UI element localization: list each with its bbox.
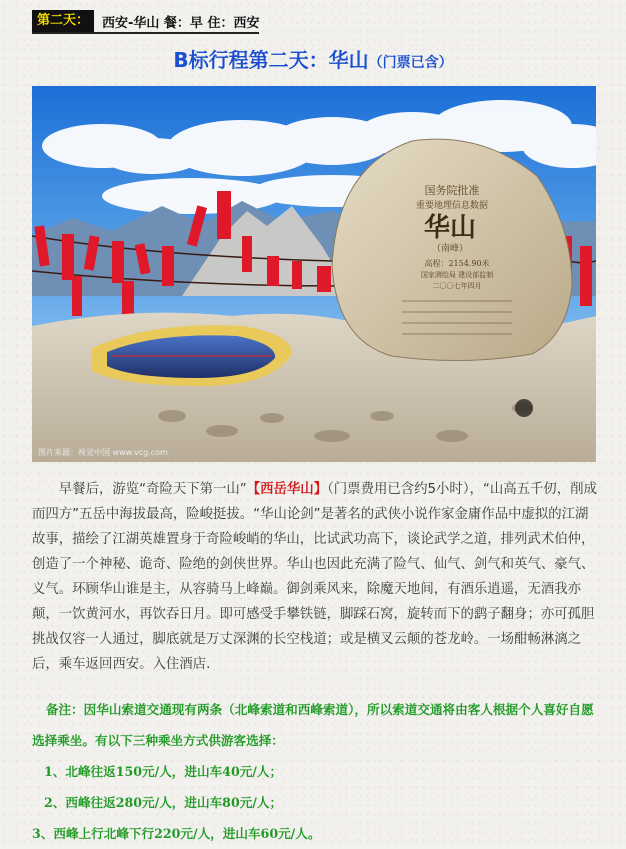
day-description [32,477,598,677]
desc-highlight: 【西岳华山】 [246,482,328,497]
stone-name: 华山 [423,213,477,243]
stone-approve: 国家测绘局 建设部监制 [420,271,494,279]
notes-option-3: 3、西峰上行北峰下行220元/人，进山车60元/人。 [32,826,321,841]
day-info: 西安-华山 餐：早 住：西安 [102,15,260,31]
stone-line2: 重要地理信息数据 [415,201,489,211]
title-main: B标行程第二天：华山 [173,48,369,72]
stone-year: 二〇〇七年四月 [432,282,482,290]
notes-option-2: 2、西峰往返280元/人，进山车80元/人； [44,795,283,810]
day-badge: 第二天： [32,10,94,32]
itinerary-title [0,44,626,73]
day-header [32,10,259,34]
desc-part1: 早餐后，游览“奇险天下第一山” [58,482,247,497]
stone-line1: 国务院批准 [424,184,480,197]
notes-intro: 备注：因华山索道交通现有两条（北峰索道和西峰索道），所以索道交通将由客人根据个人喜好自愿选择乘坐。有以下三种乘坐方式供游客选择： [32,702,594,748]
notes-option-1: 1、北峰往返150元/人，进山车40元/人； [44,764,283,779]
title-sub: （门票已含） [368,55,453,71]
desc-part2: （门票费用已含约5小时），“山高五千仞，削成而四方”五岳中海拔最高，险峻挺拔。“华山论剑”是著名的武侠小说作家金庸作品中虚拟的江湖故事，描绘了江湖英雄置身于奇险峻峭的华山，比试武功高下，谈论武学之道，排列武术伯仲，创造了一个神秘、诡奇、险绝的剑侠世界。华山也因此充满了险气、仙气、剑气和英气、豪气、义气。环顾华山谁是主，从容骑马上峰巅。御剑乘风来，除魔天地间，有酒乐逍遥，无酒我亦颠，一饮黄河水，再饮吞日月。即可感受手攀铁链，脚踩石窝，旋转而下的鹞子翻身；亦可孤胆挑战仅容一人通过，脚底就是万丈深渊的长空栈道；或是横叉云颠的苍龙岭。一场酣畅淋漓之后，乘车返回西安。入住酒店. [32,482,597,672]
huashan-photo [32,86,596,462]
stone-altitude: 高程：2154.90米 [424,259,490,268]
cable-car-notes [32,694,598,849]
stone-peak: （南峰） [431,244,469,254]
photo-watermark: 图片来源：视觉中国 www.vcg.com [38,448,168,457]
